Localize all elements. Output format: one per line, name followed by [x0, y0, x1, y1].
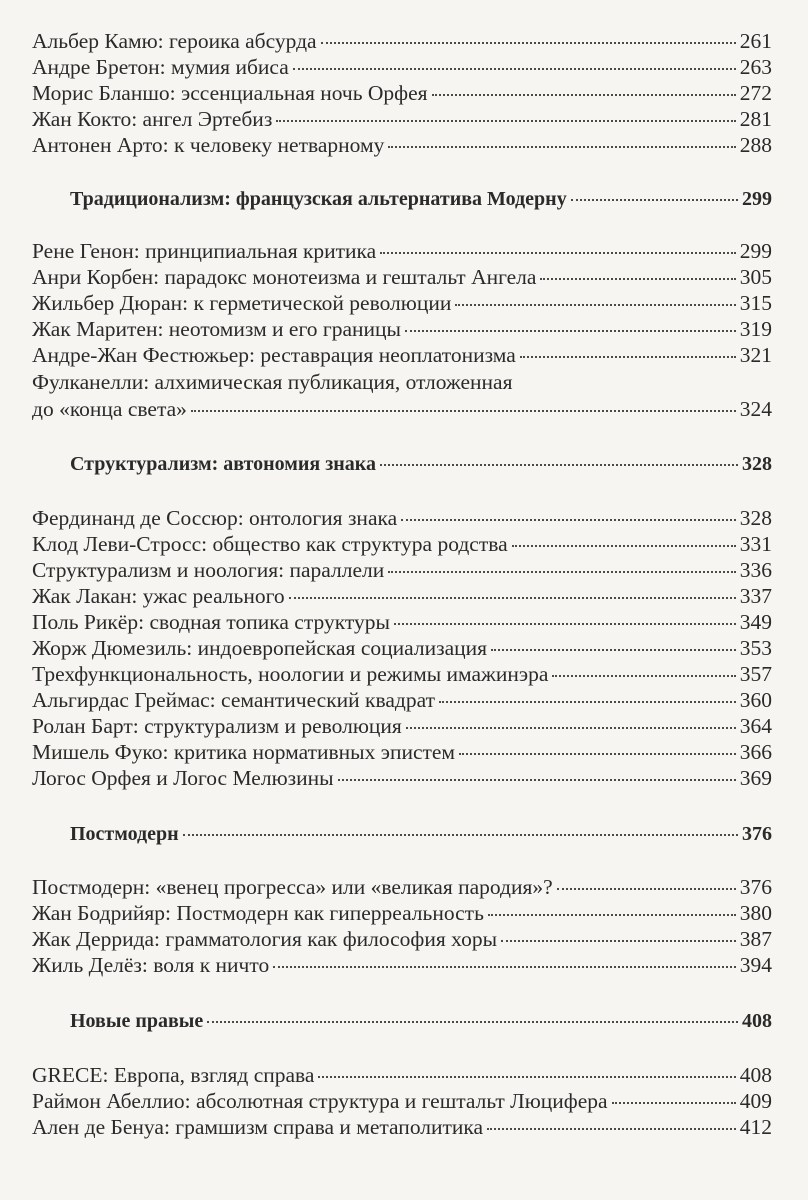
dot-leader — [501, 940, 736, 942]
toc-entry — [32, 661, 772, 687]
dot-leader — [338, 779, 736, 781]
entry-title: Жан Бодрийяр: Постмодерн как гиперреальность — [32, 901, 484, 925]
toc-entry — [32, 1114, 772, 1140]
entry-page: 315 — [739, 291, 772, 315]
entry-title: Раймон Абеллио: абсолютная структура и гештальт Люцифера — [32, 1089, 608, 1113]
entry-title: Фердинанд де Соссюр: онтология знака — [32, 506, 398, 530]
toc-section-heading — [70, 186, 772, 212]
dot-leader — [439, 701, 736, 703]
toc-entry — [32, 609, 772, 635]
toc-section-heading — [70, 1008, 772, 1034]
entry-title: Жорж Дюмезиль: индоевропейская социализация — [32, 636, 488, 660]
entry-title: GRECE: Европа, взгляд справа — [32, 1063, 315, 1087]
entry-title: Постмодерн: «венец прогресса» или «великая пародия»? — [32, 875, 553, 899]
entry-title-line1: Фулканелли: алхимическая публикация, отложенная — [32, 370, 513, 394]
toc-entry — [32, 557, 772, 583]
entry-title: Андре-Жан Фестюжьер: реставрация неоплатонизма — [32, 343, 516, 367]
toc-entry — [32, 531, 772, 557]
entry-title: Мишель Фуко: критика нормативных эпистем — [32, 740, 456, 764]
dot-leader — [388, 146, 735, 148]
toc-entry — [32, 80, 772, 106]
entry-title: Рене Генон: принципиальная критика — [32, 239, 377, 263]
section-title: Структурализм: автономия знака — [70, 453, 377, 475]
dot-leader — [512, 545, 736, 547]
entry-page: 288 — [739, 133, 772, 157]
toc-entry — [32, 316, 772, 342]
entry-title: Поль Рикёр: сводная топика структуры — [32, 610, 390, 634]
entry-title: Андре Бретон: мумия ибиса — [32, 55, 289, 79]
entry-title: Альгирдас Греймас: семантический квадрат — [32, 688, 435, 712]
toc-entry — [32, 132, 772, 158]
entry-title: Морис Бланшо: эссенциальная ночь Орфея — [32, 81, 428, 105]
entry-title: Трехфункциональность, ноологии и режимы имажинэра — [32, 662, 549, 686]
entry-page: 261 — [739, 29, 772, 53]
dot-leader — [394, 623, 736, 625]
entry-page: 299 — [739, 239, 772, 263]
dot-leader — [520, 356, 736, 358]
toc-section-heading — [70, 451, 772, 477]
dot-leader — [406, 727, 736, 729]
toc-entry — [32, 106, 772, 132]
entry-page: 380 — [739, 901, 772, 925]
dot-leader — [488, 914, 736, 916]
toc-entry — [32, 54, 772, 80]
toc-entry — [32, 739, 772, 765]
entry-page: 364 — [739, 714, 772, 738]
dot-leader — [432, 94, 736, 96]
entry-page: 328 — [739, 506, 772, 530]
entry-title: Жак Маритен: неотомизм и его границы — [32, 317, 401, 341]
toc-entry — [32, 264, 772, 290]
toc-entry — [32, 396, 772, 422]
toc-entry — [32, 687, 772, 713]
section-title: Традиционализм: французская альтернатива Модерну — [70, 188, 567, 210]
section-title: Новые правые — [70, 1010, 204, 1032]
dot-leader — [612, 1102, 736, 1104]
entry-title: Клод Леви-Стросс: общество как структура родства — [32, 532, 508, 556]
entry-page: 281 — [739, 107, 772, 131]
dot-leader — [405, 330, 736, 332]
section-page: 408 — [742, 1010, 772, 1032]
entry-title: Жиль Делёз: воля к ничто — [32, 953, 270, 977]
entry-page: 369 — [739, 766, 772, 790]
entry-title: Ален де Бенуа: грамшизм справа и метаполитика — [32, 1115, 484, 1139]
entry-title: Жан Кокто: ангел Эртебиз — [32, 107, 273, 131]
dot-leader — [491, 649, 736, 651]
dot-leader — [191, 410, 736, 412]
toc-entry — [32, 874, 772, 900]
dot-leader — [487, 1128, 736, 1130]
entry-title: Анри Корбен: парадокс монотеизма и гештальт Ангела — [32, 265, 537, 289]
toc-entry — [32, 900, 772, 926]
entry-page: 409 — [739, 1089, 772, 1113]
toc-entry — [32, 713, 772, 739]
entry-page: 324 — [739, 397, 772, 421]
dot-leader — [557, 888, 736, 890]
entry-page: 331 — [739, 532, 772, 556]
dot-leader — [380, 252, 736, 254]
entry-title: Структурализм и ноология: параллели — [32, 558, 385, 582]
dot-leader — [207, 1021, 738, 1023]
dot-leader — [293, 68, 736, 70]
section-page: 299 — [742, 188, 772, 210]
entry-page: 408 — [739, 1063, 772, 1087]
entry-page: 337 — [739, 584, 772, 608]
entry-title: Альбер Камю: героика абсурда — [32, 29, 317, 53]
entry-title: Жильбер Дюран: к герметической революции — [32, 291, 452, 315]
toc-entry — [32, 28, 772, 54]
dot-leader — [388, 571, 735, 573]
entry-page: 353 — [739, 636, 772, 660]
dot-leader — [455, 304, 735, 306]
dot-leader — [289, 597, 736, 599]
section-page: 376 — [742, 823, 772, 845]
entry-page: 305 — [739, 265, 772, 289]
entry-page: 366 — [739, 740, 772, 764]
dot-leader — [459, 753, 736, 755]
toc-entry — [32, 1062, 772, 1088]
section-title: Постмодерн — [70, 823, 179, 845]
toc-entry — [32, 765, 772, 791]
dot-leader — [540, 278, 735, 280]
toc-entry — [32, 238, 772, 264]
toc-entry — [32, 635, 772, 661]
dot-leader — [276, 120, 735, 122]
entry-title: Жак Лакан: ужас реального — [32, 584, 285, 608]
entry-page: 263 — [739, 55, 772, 79]
toc-entry — [32, 1088, 772, 1114]
dot-leader — [183, 834, 738, 836]
entry-page: 412 — [739, 1115, 772, 1139]
entry-page: 357 — [739, 662, 772, 686]
entry-title: Логос Орфея и Логос Мелюзины — [32, 766, 334, 790]
dot-leader — [571, 199, 738, 201]
dot-leader — [380, 464, 738, 466]
toc-entry — [32, 342, 772, 368]
toc-entry — [32, 290, 772, 316]
dot-leader — [321, 42, 736, 44]
entry-page: 349 — [739, 610, 772, 634]
entry-page: 387 — [739, 927, 772, 951]
entry-page: 321 — [739, 343, 772, 367]
dot-leader — [552, 675, 735, 677]
dot-leader — [273, 966, 736, 968]
entry-title: до «конца света» — [32, 397, 187, 421]
entry-title: Антонен Арто: к человеку нетварному — [32, 133, 385, 157]
toc-entry — [32, 926, 772, 952]
entry-page: 394 — [739, 953, 772, 977]
toc-section-heading — [70, 821, 772, 847]
section-page: 328 — [742, 453, 772, 475]
entry-title: Жак Деррида: грамматология как философия хоры — [32, 927, 498, 951]
dot-leader — [318, 1076, 735, 1078]
toc-entry — [32, 505, 772, 531]
toc-entry — [32, 952, 772, 978]
entry-page: 360 — [739, 688, 772, 712]
toc-entry — [32, 583, 772, 609]
entry-page: 376 — [739, 875, 772, 899]
entry-page: 336 — [739, 558, 772, 582]
dot-leader — [401, 519, 736, 521]
entry-page: 319 — [739, 317, 772, 341]
entry-page: 272 — [739, 81, 772, 105]
entry-title: Ролан Барт: структурализм и революция — [32, 714, 402, 738]
